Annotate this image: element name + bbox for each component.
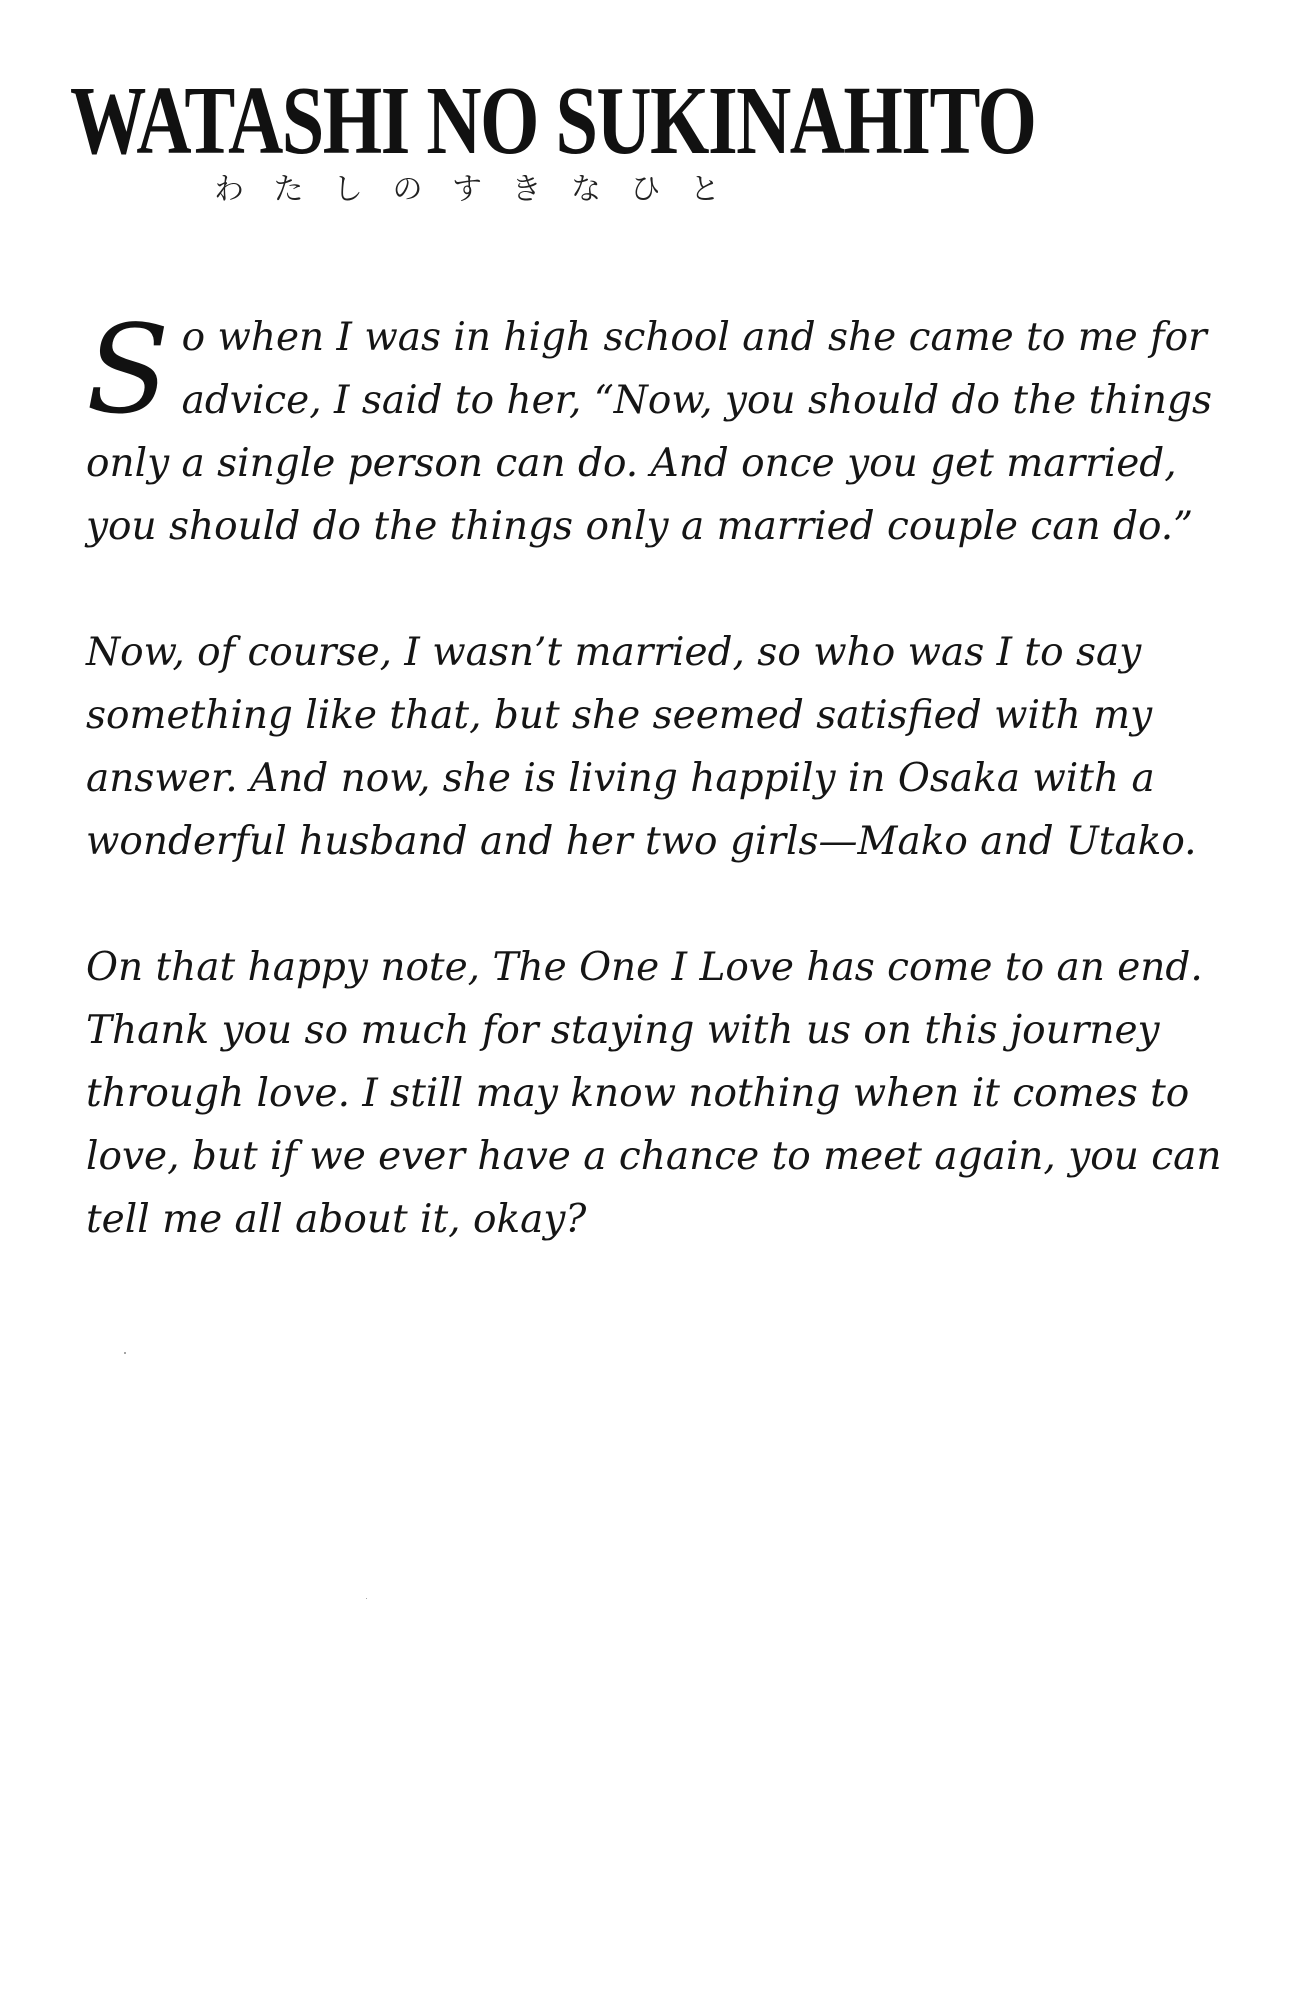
text-line: only a single person can do. And once you get married,	[86, 441, 1177, 486]
subtitle-char: き	[511, 172, 542, 207]
text-line: tell me all about it, okay?	[86, 1197, 587, 1242]
subtitle-char: と	[690, 172, 720, 207]
scan-speck	[366, 1598, 367, 1599]
subtitle-char: た	[273, 172, 304, 207]
text-line: something like that, but she seemed satisfied with my	[86, 693, 1153, 738]
paragraph-2	[86, 621, 1236, 873]
text-line: advice, I said to her, “Now, you should do the things	[181, 378, 1212, 423]
subtitle-char: し	[333, 172, 363, 207]
text-line: On that happy note, The One I Love has come to an end.	[86, 945, 1203, 990]
text-line: love, but if we ever have a chance to meet again, you can	[86, 1134, 1222, 1179]
text-line: o when I was in high school and she came to me for	[181, 315, 1207, 360]
hiragana-subtitle	[142, 164, 792, 208]
subtitle-char: わ	[214, 172, 244, 207]
subtitle-char: す	[452, 172, 482, 207]
subtitle-char: ひ	[630, 172, 661, 207]
drop-cap: S	[86, 299, 170, 441]
text-line: answer. And now, she is living happily in Osaka with a	[86, 756, 1155, 801]
paragraph-3	[86, 936, 1236, 1251]
page-title: WATASHI NO SUKINAHITO	[70, 67, 1036, 175]
scan-speck	[124, 1352, 126, 1354]
paragraph-1	[86, 299, 1236, 558]
subtitle-char: な	[571, 172, 601, 207]
text-line: Now, of course, I wasn’t married, so who was I to say	[86, 630, 1142, 675]
body-text	[86, 299, 1236, 1314]
text-line: wonderful husband and her two girls—Mako and Utako.	[86, 819, 1197, 864]
text-line: through love. I still may know nothing when it comes to	[86, 1071, 1190, 1116]
subtitle-char: の	[392, 172, 423, 207]
text-line: you should do the things only a married couple can do.”	[86, 504, 1194, 549]
title-block	[70, 67, 1036, 207]
text-line: Thank you so much for staying with us on this journey	[86, 1008, 1160, 1053]
